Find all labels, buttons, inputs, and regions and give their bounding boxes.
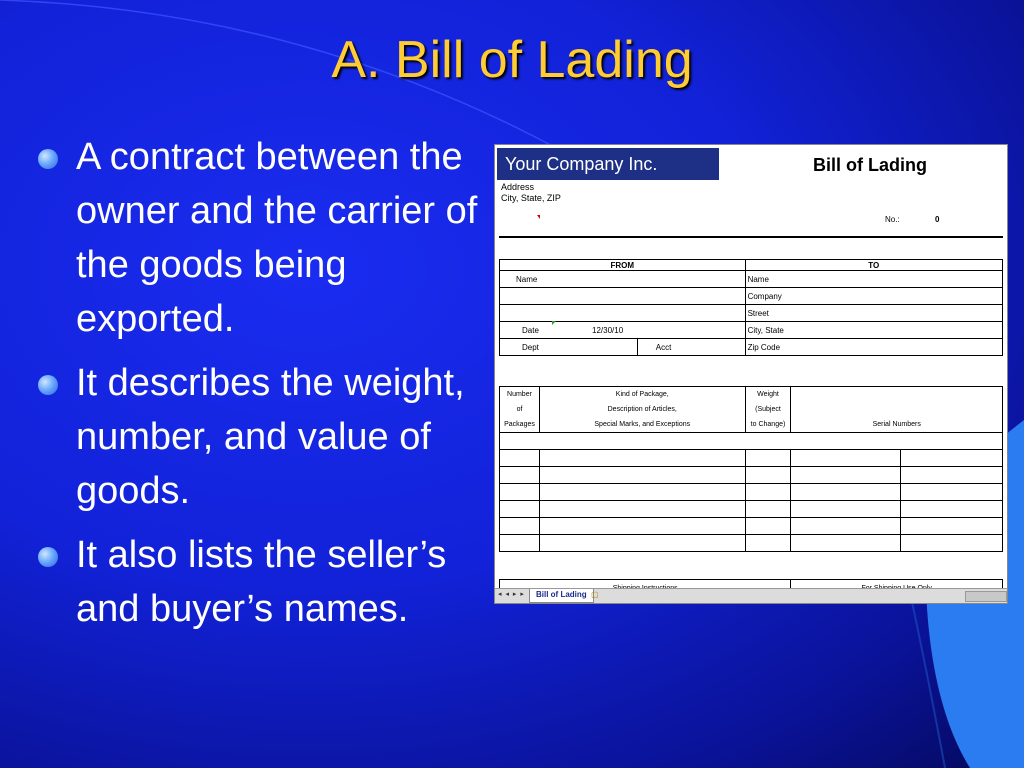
bullet-item: [38, 130, 478, 346]
goods-row: [500, 484, 1003, 501]
from-blank-cell: [500, 288, 746, 305]
form-title: Bill of Lading: [813, 155, 927, 175]
goods-row: [500, 467, 1003, 484]
date-value: 12/30/10: [592, 326, 624, 335]
goods-row: [500, 535, 1003, 552]
to-name-cell: Name: [745, 271, 1002, 288]
bullet-dot-icon: [38, 547, 58, 567]
bill-of-lading-spreadsheet-image: [494, 144, 1008, 604]
number-value: 0: [935, 215, 940, 224]
goods-table: [499, 386, 1003, 552]
weight-header: Weight (Subject to Change): [745, 387, 791, 433]
bullet-text: It also lists the seller’s and buyer’s names.: [76, 534, 447, 630]
date-label: Date: [522, 326, 539, 335]
from-header: FROM: [500, 260, 746, 271]
from-dept-cell: Dept: [500, 339, 638, 356]
tab-scroll-arrows-icon: ◂ ◂ ▸ ▸: [498, 591, 525, 598]
cell-marker-icon: [552, 321, 556, 325]
horizontal-scrollbar: [965, 591, 1007, 602]
bullet-item: [38, 356, 478, 518]
from-acct-cell: Acct: [637, 339, 745, 356]
goods-row: [500, 450, 1003, 467]
bullet-list: [38, 130, 478, 646]
from-date-cell: [500, 322, 746, 339]
goods-row: [500, 518, 1003, 535]
number-header: Number of Packages: [500, 387, 540, 433]
slide-title: A. Bill of Lading: [331, 31, 693, 89]
sheet-tab-bar: [495, 588, 1007, 603]
bullet-text: It describes the weight, number, and value of goods.: [76, 362, 465, 512]
from-name-cell: Name: [500, 271, 746, 288]
new-sheet-icon: ▢: [591, 590, 599, 599]
kind-header: Kind of Package, Description of Articles, Special Marks, and Exceptions: [539, 387, 745, 433]
bullet-dot-icon: [38, 375, 58, 395]
to-header: TO: [745, 260, 1002, 271]
address-line: Address: [501, 182, 535, 192]
comment-marker-icon: [537, 215, 540, 219]
from-blank-cell: [500, 305, 746, 322]
from-to-table: [499, 259, 1003, 356]
to-street-cell: Street: [745, 305, 1002, 322]
bullet-dot-icon: [38, 149, 58, 169]
to-zip-cell: Zip Code: [745, 339, 1002, 356]
bullet-text: A contract between the owner and the carrier of the goods being exported.: [76, 136, 478, 340]
serial-header: Serial Numbers: [791, 387, 1003, 433]
company-name-box: Your Company Inc.: [497, 148, 719, 180]
to-city-cell: City, State: [745, 322, 1002, 339]
sheet-tab: Bill of Lading: [529, 589, 594, 603]
goods-row: [500, 501, 1003, 518]
bullet-item: [38, 528, 478, 636]
number-label: No.:: [885, 215, 900, 224]
city-state-zip-line: City, State, ZIP: [501, 193, 561, 203]
divider: [499, 236, 1003, 238]
to-company-cell: Company: [745, 288, 1002, 305]
goods-row: [500, 433, 1003, 450]
